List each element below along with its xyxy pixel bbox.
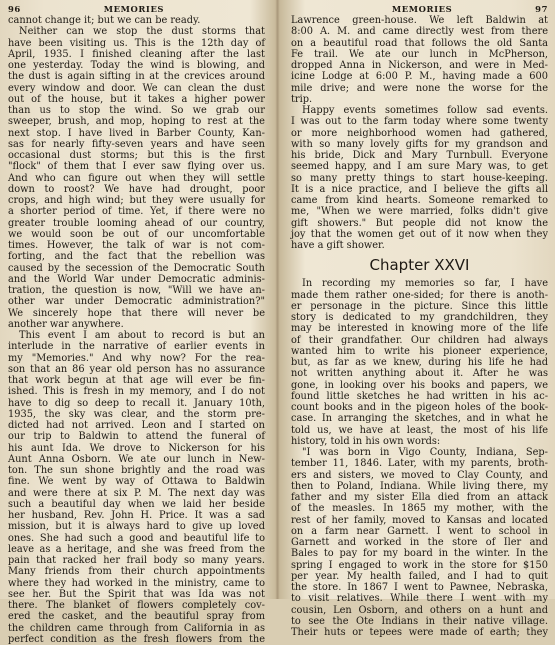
text-line: out of the house, but it takes a higher power <box>8 93 265 105</box>
text-line: the store. In 1867 I went to Pawnee, Nebraska, <box>291 582 548 593</box>
text-line: then to Poland, Indiana. While living there, my <box>291 480 548 492</box>
right-page <box>277 0 554 638</box>
text-line: per year. My health failed, and I had to quit <box>291 570 548 582</box>
page-number-right: 97 <box>535 4 548 14</box>
text-line: pain that racked her frail body so many years. <box>8 555 265 566</box>
text-line: cannot change it; but we can be ready. <box>8 15 201 26</box>
text-line: This event I am about to record is but an <box>19 330 265 341</box>
text-line: my "Memories." And why now? For the rea- <box>8 352 265 364</box>
text-line: times. However, the talk of war is not com- <box>8 240 265 251</box>
text-line: fine. We went by way of Ottawa to Baldwin <box>8 476 265 488</box>
text-line: "flock" of them that I ever saw flying over us. <box>8 161 265 173</box>
text-line: than us to stop the wind. So we grab our <box>8 105 265 116</box>
text-line: And who can figure out when they will settle <box>8 172 265 184</box>
text-line: not written anything about it. After he was <box>291 368 548 380</box>
text-line: We sincerely hope that there will never be <box>8 307 265 319</box>
right-page-body-top <box>291 15 548 251</box>
text-line: mission, but it is always hard to give up loved <box>8 521 265 533</box>
text-line: me, "When we were married, folks didn't give <box>291 206 548 218</box>
text-line: Happy events sometimes follow sad events. <box>302 105 548 116</box>
text-line: have been visiting us. This is the 12th day of <box>8 37 265 49</box>
text-line: every window and door. We can clean the dust <box>8 82 265 94</box>
text-line: ton. The sun shone brightly and the road was <box>8 465 265 476</box>
text-line: see her. But the Spirit that was Ida was not <box>8 588 265 600</box>
text-line: son that an 86 year old person has no assurance <box>8 363 265 375</box>
text-line: greater trouble looming ahead of our country, <box>8 217 265 229</box>
text-line: seemed happy, and I am sure Mary was, to get <box>291 161 548 173</box>
text-line: found little sketches he had written in his ac- <box>291 390 548 402</box>
text-line: so many pretty things to start house-keeping. <box>291 172 548 184</box>
text-line: sas for nearly fifty-seven years and have seen <box>8 138 265 150</box>
text-line: April, 1935. I finished cleaning after the last <box>8 48 265 60</box>
text-line: caused by the secession of the Democratic South <box>8 262 265 274</box>
text-line: Aunt Anna Osborn. We ate our lunch in New- <box>8 453 265 465</box>
text-line: that work begun at that age will ever be fin- <box>8 375 265 386</box>
text-line: dropped Anna in Nickerson, and were in Med- <box>291 60 548 71</box>
page-number-left: 96 <box>8 4 21 14</box>
text-line: case. In arranging the sketches, and in what he <box>291 413 548 425</box>
text-line: to see the Ote Indians in their native village. <box>291 615 548 627</box>
text-line: crops, and high wind; but they were usually for <box>8 195 265 206</box>
text-line: trip. <box>291 93 313 105</box>
text-line: our trip to Baldwin to attend the funeral of <box>8 431 265 443</box>
text-line: gone, in looking over his books and papers, we <box>291 379 548 391</box>
text-line: of their grandfather. Our children had always <box>291 334 548 346</box>
text-line: of the measles. In 1865 my mother, with the <box>291 503 548 515</box>
text-line: rest of her family, moved to Kansas and located <box>291 514 548 526</box>
text-line: have a gift shower. <box>291 240 385 251</box>
text-line: gift showers." But people did not know the <box>291 217 548 229</box>
text-line: down to roost? We have had drought, poor <box>8 183 265 195</box>
text-line: with so many lovely gifts for my grandson and <box>291 138 548 150</box>
text-line: made them rather one-sided; for there is anoth- <box>291 289 548 301</box>
text-line: to visit relatives. While there I went with my <box>291 593 548 605</box>
text-line: In recording my memories so far, I have <box>302 278 548 290</box>
text-line: one yesterday. Today the wind is blowing, and <box>8 60 265 71</box>
chapter-heading: Chapter XXVI <box>369 256 470 275</box>
text-line: perfect condition as the fresh flowers from the <box>8 633 265 645</box>
text-line: ered the casket, and the beautiful spray from <box>8 611 265 623</box>
text-line: Garnett and worked in the store of Iler and <box>291 537 548 548</box>
text-line: her husband, Rev. John H. Price. It was a sad <box>8 510 265 521</box>
text-line: on a farm near Garnett. I went to school in <box>291 525 548 537</box>
text-line: It is a nice practice, and I believe the gifts all <box>291 183 548 195</box>
text-line: forting, and the fact that the rebellion was <box>8 251 265 263</box>
text-line: spring I engaged to work in the store for $150 <box>291 559 548 571</box>
text-line: such a beautiful day when we laid her beside <box>8 498 265 510</box>
text-line: mile drive; and were none the worse for the <box>291 82 548 94</box>
text-line: Bales to pay for my board in the winter. In the <box>291 548 548 560</box>
text-line: interlude in the narrative of earlier events in <box>8 341 265 353</box>
text-line: er personage in the picture. Since this little <box>291 300 548 312</box>
text-line: icine Lodge at 6:00 P. M., having made a 600 <box>291 71 548 83</box>
text-line: on a beautiful road that follows the old Santa <box>291 37 548 49</box>
text-line: tration, the question is now, "Will we have an- <box>8 285 265 296</box>
text-line: cousin, Len Osborn, and others on a hunt and <box>291 604 548 616</box>
text-line: sweeper, brush, and mop, hoping to rest at the <box>8 116 265 128</box>
text-line: we would soon be out of our uncomfortable <box>8 228 265 240</box>
text-line: joy that the women get out of it now when they <box>291 228 548 240</box>
text-line: have to dig so deep to recall it. January 10th, <box>8 397 265 409</box>
text-line: told us, we have at least, the most of his life <box>291 424 548 436</box>
text-line: there. The blanket of flowers completely cov- <box>8 600 265 611</box>
text-line: Lawrence green-house. We left Baldwin at <box>291 15 548 26</box>
text-line: 8:00 A. M. and came directly west from there <box>291 26 548 38</box>
text-line: next stop. I have lived in Barber County, Kan- <box>8 127 265 139</box>
text-line: the children came through from California in as <box>8 622 265 634</box>
text-line: ers and sisters, we moved to Clay County, and <box>291 469 548 481</box>
text-line: but, as far as we knew, during his life he had <box>291 357 548 368</box>
right-page-header <box>291 4 548 14</box>
text-line: Their huts or tepees were made of earth; they <box>291 627 548 638</box>
text-line: or more neighborhood women had gathered, <box>291 127 548 139</box>
text-line: dicted had not arrived. Leon and I started on <box>8 420 265 431</box>
text-line: ished. This is fresh in my memory, and I do not <box>8 386 265 398</box>
text-line: a shorter period of time. Yet, if there were no <box>8 206 265 218</box>
text-line: history, told in his own words: <box>291 435 441 447</box>
running-head-left: MEMORIES <box>103 4 165 14</box>
text-line: leave as a heritage, and she was freed from the <box>8 543 265 555</box>
left-page <box>0 0 277 645</box>
text-line: and were there at six P. M. The next day was <box>8 487 265 499</box>
text-line: Many friends from their church appointments <box>8 566 265 578</box>
text-line: "I was born in Vigo County, Indiana, Sep- <box>302 447 548 458</box>
text-line: may be interested in knowing more of the life <box>291 323 548 335</box>
text-line: Neither can we stop the dust storms that <box>19 26 265 38</box>
text-line: and the World War under Democratic adminis- <box>8 273 265 285</box>
text-line: other war under Democratic administration?" <box>8 296 265 308</box>
text-line: father and my sister Ella died from an attack <box>291 492 548 503</box>
text-line: ones. She had such a good and beautiful life to <box>8 532 265 544</box>
text-line: count books and in the pigeon holes of the book- <box>291 402 548 413</box>
text-line: occasional dust storms; but this is the first <box>8 150 265 161</box>
text-line: Fe trail. We ate our lunch in McPherson, <box>291 48 548 60</box>
text-line: another war anywhere. <box>8 318 124 330</box>
text-line: 1935, the sky was clear, and the storm pre- <box>8 408 265 420</box>
text-line: where they had worked in the ministry, came to <box>8 577 265 589</box>
running-head-right: MEMORIES <box>391 4 453 14</box>
text-line: came from kind hearts. Someone remarked to <box>291 195 548 206</box>
left-page-header <box>8 4 265 14</box>
right-page-body-bottom <box>291 278 548 638</box>
text-line: his aunt Ida. We drove to Nickerson for his <box>8 442 265 454</box>
text-line: tember 11, 1846. Later, with my parents, broth- <box>291 458 548 470</box>
text-line: I was out to the farm today where some twenty <box>291 116 548 128</box>
text-line: his bride, Dick and Mary Turnbull. Everyone <box>291 150 548 161</box>
text-line: the dust is again sifting in at the crevices around <box>8 71 265 83</box>
left-page-body <box>8 15 265 645</box>
text-line: wanted him to write his pioneer experience, <box>291 345 548 357</box>
text-line: story is dedicated to my grandchildren, they <box>291 312 548 323</box>
